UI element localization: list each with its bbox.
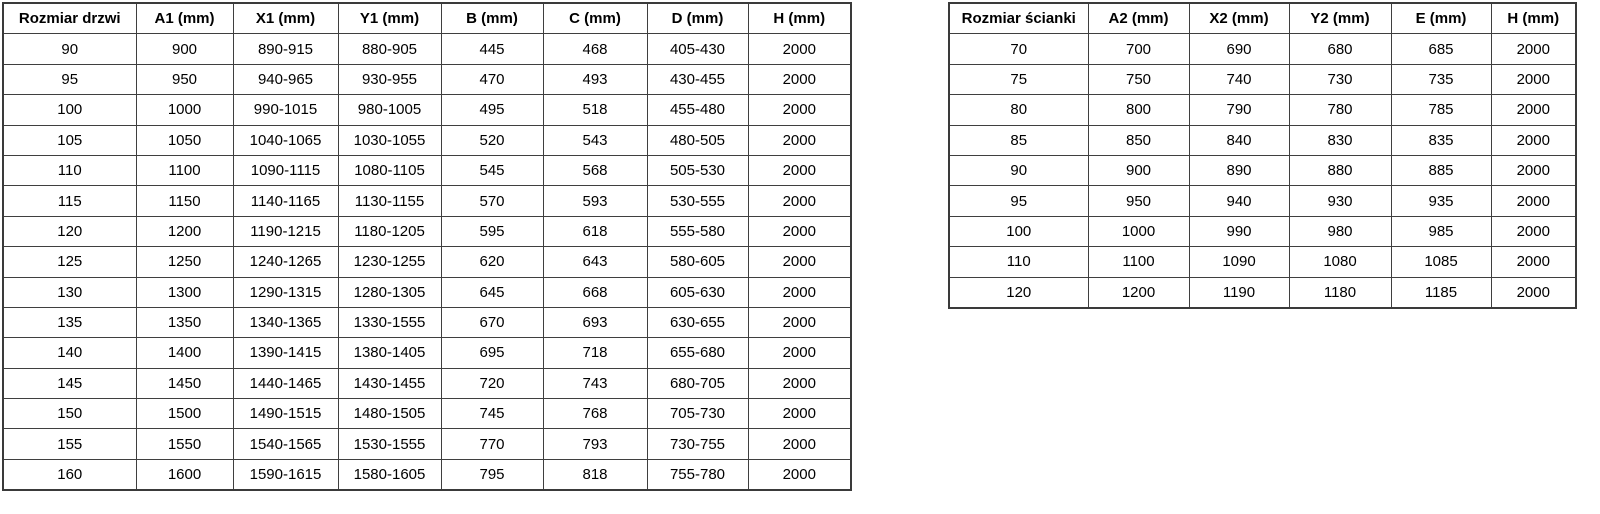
door-table-cell: 155 [3,429,136,459]
wall-table-cell: 2000 [1491,247,1576,277]
wall-table-cell: 730 [1289,64,1391,94]
door-table-header-row [3,3,851,34]
door-table-cell: 545 [441,155,543,185]
wall-table-cell: 880 [1289,155,1391,185]
door-table-cell: 645 [441,277,543,307]
wall-table-cell: 2000 [1491,34,1576,64]
door-table-cell: 755-780 [647,459,748,490]
door-table-cell: 1440-1465 [233,368,338,398]
door-table-cell: 2000 [748,307,851,337]
door-table-cell: 1500 [136,399,233,429]
door-table-cell: 455-480 [647,95,748,125]
wall-table-row [949,95,1576,125]
door-table-cell: 1000 [136,95,233,125]
door-table-cell: 1540-1565 [233,429,338,459]
wall-table-cell: 930 [1289,186,1391,216]
door-table-column-header: A1 (mm) [136,3,233,34]
wall-table-cell: 985 [1391,216,1491,246]
door-table-cell: 680-705 [647,368,748,398]
wall-table-cell: 2000 [1491,277,1576,308]
door-table-cell: 1080-1105 [338,155,441,185]
door-table-cell: 1400 [136,338,233,368]
wall-table-row [949,155,1576,185]
door-table-cell: 135 [3,307,136,337]
door-table-cell: 2000 [748,277,851,307]
door-table-cell: 90 [3,34,136,64]
door-table-cell: 930-955 [338,64,441,94]
wall-table-row [949,186,1576,216]
door-table-cell: 1250 [136,247,233,277]
door-table-cell: 1450 [136,368,233,398]
door-table-cell: 605-630 [647,277,748,307]
door-table-cell: 795 [441,459,543,490]
door-table-cell: 1030-1055 [338,125,441,155]
wall-table-column-header: X2 (mm) [1189,3,1289,34]
door-table-cell: 2000 [748,368,851,398]
door-table-cell: 125 [3,247,136,277]
door-table-cell: 1140-1165 [233,186,338,216]
door-table-cell: 1350 [136,307,233,337]
door-table-cell: 120 [3,216,136,246]
door-table-cell: 718 [543,338,647,368]
wall-table-cell: 980 [1289,216,1391,246]
door-table-cell: 1550 [136,429,233,459]
door-table-column-header: Rozmiar drzwi [3,3,136,34]
wall-table-cell: 785 [1391,95,1491,125]
wall-table-cell: 1200 [1088,277,1189,308]
door-table-cell: 2000 [748,216,851,246]
door-table-cell: 2000 [748,338,851,368]
wall-table-row [949,277,1576,308]
door-table-cell: 470 [441,64,543,94]
wall-table-row [949,247,1576,277]
wall-table-cell: 2000 [1491,186,1576,216]
door-table-cell: 620 [441,247,543,277]
door-table-row [3,95,851,125]
wall-table-cell: 940 [1189,186,1289,216]
door-table-row [3,64,851,94]
door-table-cell: 1380-1405 [338,338,441,368]
door-table-row [3,125,851,155]
door-table-cell: 95 [3,64,136,94]
door-table-cell: 2000 [748,155,851,185]
door-table-cell: 1590-1615 [233,459,338,490]
door-table-row [3,216,851,246]
wall-table-cell: 1000 [1088,216,1189,246]
wall-table-cell: 75 [949,64,1088,94]
door-table-cell: 793 [543,429,647,459]
wall-table-row [949,34,1576,64]
door-table-cell: 705-730 [647,399,748,429]
door-table-cell: 670 [441,307,543,337]
wall-table-row [949,125,1576,155]
wall-table-cell: 1180 [1289,277,1391,308]
door-table-cell: 618 [543,216,647,246]
wall-table-cell: 80 [949,95,1088,125]
wall-table-cell: 1090 [1189,247,1289,277]
door-table-row [3,307,851,337]
door-table-cell: 405-430 [647,34,748,64]
wall-table-cell: 2000 [1491,64,1576,94]
door-table-cell: 160 [3,459,136,490]
door-table-column-header: X1 (mm) [233,3,338,34]
door-table-cell: 1040-1065 [233,125,338,155]
door-table-body [3,34,851,490]
door-table-row [3,429,851,459]
door-table-cell: 1390-1415 [233,338,338,368]
wall-table-cell: 850 [1088,125,1189,155]
door-table-cell: 770 [441,429,543,459]
door-table-row [3,277,851,307]
wall-table-cell: 900 [1088,155,1189,185]
door-table-cell: 505-530 [647,155,748,185]
door-table-cell: 2000 [748,247,851,277]
door-table-column-header: H (mm) [748,3,851,34]
door-table-cell: 445 [441,34,543,64]
door-table-cell: 2000 [748,64,851,94]
door-table-cell: 950 [136,64,233,94]
door-table-row [3,368,851,398]
door-table-cell: 980-1005 [338,95,441,125]
door-table-cell: 2000 [748,429,851,459]
door-table-cell: 570 [441,186,543,216]
door-table-row [3,459,851,490]
door-table-cell: 493 [543,64,647,94]
door-table-cell: 1530-1555 [338,429,441,459]
wall-table-cell: 2000 [1491,216,1576,246]
wall-table-cell: 2000 [1491,125,1576,155]
wall-table-column-header: H (mm) [1491,3,1576,34]
wall-table-cell: 95 [949,186,1088,216]
wall-table-column-header: Rozmiar ścianki [949,3,1088,34]
door-table-cell: 2000 [748,186,851,216]
door-table-cell: 730-755 [647,429,748,459]
wall-table-cell: 890 [1189,155,1289,185]
wall-table-body [949,34,1576,308]
wall-table-cell: 835 [1391,125,1491,155]
wall-table-cell: 120 [949,277,1088,308]
door-table-cell: 520 [441,125,543,155]
door-table-cell: 580-605 [647,247,748,277]
wall-table-cell: 1185 [1391,277,1491,308]
door-table-cell: 1600 [136,459,233,490]
wall-table-cell: 750 [1088,64,1189,94]
wall-table-column-header: Y2 (mm) [1289,3,1391,34]
wall-table-column-header: E (mm) [1391,3,1491,34]
wall-table-cell: 690 [1189,34,1289,64]
door-table-cell: 495 [441,95,543,125]
door-table-cell: 140 [3,338,136,368]
wall-table-cell: 700 [1088,34,1189,64]
door-table-cell: 1090-1115 [233,155,338,185]
wall-table-cell: 735 [1391,64,1491,94]
door-table-cell: 430-455 [647,64,748,94]
door-table-row [3,338,851,368]
wall-table-cell: 70 [949,34,1088,64]
wall-table-cell: 790 [1189,95,1289,125]
door-table-cell: 1150 [136,186,233,216]
door-table-cell: 890-915 [233,34,338,64]
wall-table-cell: 1190 [1189,277,1289,308]
door-table-cell: 2000 [748,125,851,155]
door-table-cell: 1280-1305 [338,277,441,307]
wall-table-cell: 110 [949,247,1088,277]
wall-table-cell: 2000 [1491,95,1576,125]
wall-table-cell: 685 [1391,34,1491,64]
wall-table-cell: 680 [1289,34,1391,64]
wall-table-cell: 100 [949,216,1088,246]
door-table-cell: 2000 [748,34,851,64]
door-table-cell: 1130-1155 [338,186,441,216]
door-table-cell: 720 [441,368,543,398]
door-table-cell: 1340-1365 [233,307,338,337]
door-table-cell: 1050 [136,125,233,155]
door-table-cell: 693 [543,307,647,337]
door-table-cell: 593 [543,186,647,216]
wall-table-cell: 740 [1189,64,1289,94]
door-table-cell: 743 [543,368,647,398]
door-table-row [3,34,851,64]
door-table-cell: 568 [543,155,647,185]
wall-table-row [949,216,1576,246]
wall-table-cell: 90 [949,155,1088,185]
door-table-cell: 1430-1455 [338,368,441,398]
wall-table-cell: 1100 [1088,247,1189,277]
door-table-column-header: Y1 (mm) [338,3,441,34]
door-table-cell: 940-965 [233,64,338,94]
door-table-cell: 695 [441,338,543,368]
door-table-cell: 2000 [748,399,851,429]
door-table-cell: 2000 [748,95,851,125]
door-table-cell: 130 [3,277,136,307]
wall-table-cell: 1085 [1391,247,1491,277]
door-table-column-header: C (mm) [543,3,647,34]
wall-table-column-header: A2 (mm) [1088,3,1189,34]
door-table-cell: 630-655 [647,307,748,337]
door-table-cell: 1480-1505 [338,399,441,429]
door-table-cell: 990-1015 [233,95,338,125]
wall-table-cell: 990 [1189,216,1289,246]
wall-table-cell: 830 [1289,125,1391,155]
door-table-column-header: D (mm) [647,3,748,34]
door-table-cell: 595 [441,216,543,246]
door-table-cell: 1230-1255 [338,247,441,277]
door-table-cell: 105 [3,125,136,155]
door-table-row [3,186,851,216]
door-table-cell: 1300 [136,277,233,307]
door-table-cell: 150 [3,399,136,429]
door-table-cell: 1200 [136,216,233,246]
wall-table-cell: 780 [1289,95,1391,125]
wall-table-cell: 950 [1088,186,1189,216]
door-table-cell: 100 [3,95,136,125]
door-table-row [3,399,851,429]
door-table-row [3,155,851,185]
door-table-cell: 768 [543,399,647,429]
wall-table-cell: 1080 [1289,247,1391,277]
door-dimensions-table [2,2,852,491]
door-table-cell: 115 [3,186,136,216]
door-table-row [3,247,851,277]
door-table-cell: 543 [543,125,647,155]
wall-table-cell: 2000 [1491,155,1576,185]
wall-table-row [949,64,1576,94]
wall-table-cell: 885 [1391,155,1491,185]
door-table-cell: 900 [136,34,233,64]
door-table-column-header: B (mm) [441,3,543,34]
door-table-cell: 643 [543,247,647,277]
door-table-cell: 145 [3,368,136,398]
door-table-cell: 1240-1265 [233,247,338,277]
wall-table-cell: 840 [1189,125,1289,155]
door-table-cell: 1190-1215 [233,216,338,246]
wall-table-header-row [949,3,1576,34]
door-table-cell: 818 [543,459,647,490]
door-table-cell: 110 [3,155,136,185]
wall-table-cell: 800 [1088,95,1189,125]
door-table-cell: 2000 [748,459,851,490]
wall-table-cell: 935 [1391,186,1491,216]
door-table-cell: 518 [543,95,647,125]
door-table-cell: 880-905 [338,34,441,64]
door-table-cell: 1100 [136,155,233,185]
wall-panel-dimensions-table [948,2,1577,309]
door-table-cell: 480-505 [647,125,748,155]
door-table-cell: 668 [543,277,647,307]
wall-table-cell: 85 [949,125,1088,155]
door-table-cell: 1290-1315 [233,277,338,307]
door-table-cell: 1490-1515 [233,399,338,429]
door-table-cell: 530-555 [647,186,748,216]
door-table-cell: 468 [543,34,647,64]
door-table-cell: 745 [441,399,543,429]
door-table-cell: 1330-1555 [338,307,441,337]
door-table-cell: 555-580 [647,216,748,246]
door-table-cell: 1180-1205 [338,216,441,246]
door-table-cell: 1580-1605 [338,459,441,490]
door-table-cell: 655-680 [647,338,748,368]
